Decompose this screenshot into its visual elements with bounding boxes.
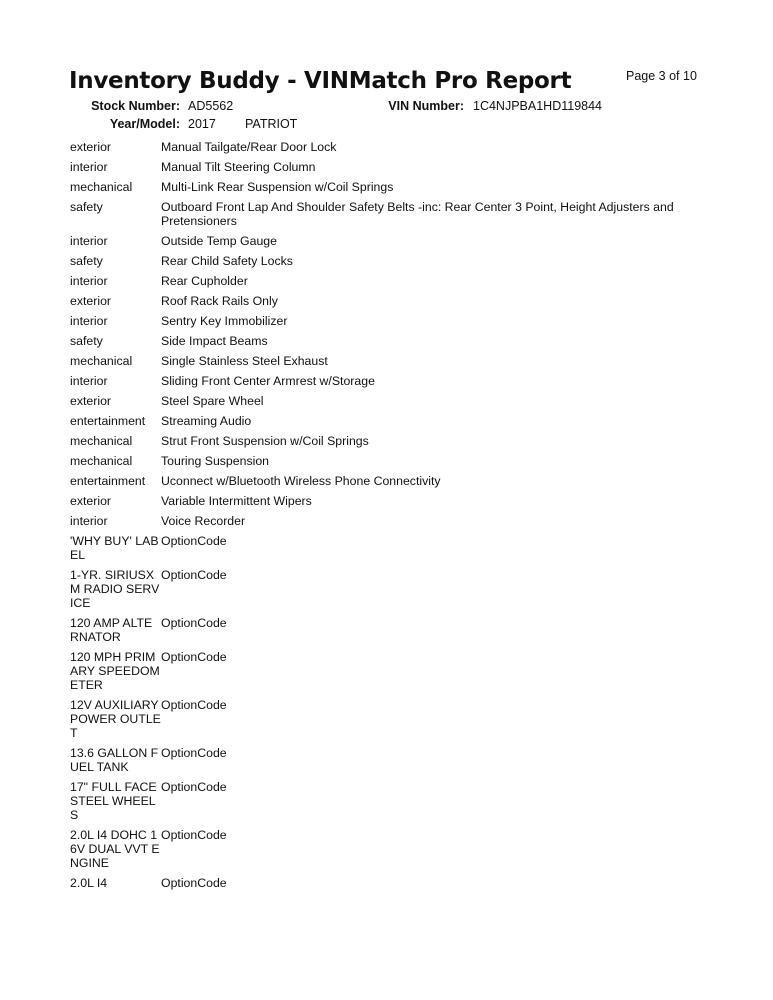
feature-row: [70, 534, 720, 562]
feature-category: safety: [70, 254, 103, 268]
feature-category: interior: [70, 234, 108, 248]
feature-category: mechanical: [70, 434, 133, 448]
feature-description: Outside Temp Gauge: [161, 234, 277, 248]
feature-description: Sentry Key Immobilizer: [161, 314, 288, 328]
feature-category: 2.0L I4 DOHC 16V DUAL VVT ENGINE: [70, 828, 160, 870]
feature-description: Manual Tilt Steering Column: [161, 160, 316, 174]
vin-number-value: 1C4NJPBA1HD119844: [473, 99, 603, 113]
feature-category: 13.6 GALLON FUEL TANK: [70, 746, 159, 774]
feature-row: [70, 374, 720, 388]
feature-description: OptionCode: [161, 746, 227, 760]
feature-row: [70, 650, 720, 692]
feature-description: Voice Recorder: [161, 514, 246, 528]
feature-row: [70, 200, 720, 228]
feature-category: safety: [70, 334, 103, 348]
feature-row: [70, 274, 720, 288]
year-model-label: Year/Model:: [109, 117, 180, 131]
feature-category: 120 MPH PRIMARY SPEEDOMETER: [70, 650, 160, 692]
feature-row: [70, 414, 720, 428]
feature-description: Multi-Link Rear Suspension w/Coil Springs: [161, 180, 394, 194]
feature-category: exterior: [70, 394, 112, 408]
year-value: 2017: [188, 117, 216, 131]
feature-row: [70, 474, 720, 488]
feature-row: [70, 746, 720, 774]
feature-category: exterior: [70, 140, 112, 154]
stock-number-label: Stock Number:: [91, 99, 180, 113]
feature-category: exterior: [70, 494, 112, 508]
feature-row: [70, 828, 720, 870]
feature-row: [70, 454, 720, 468]
feature-description: Manual Tailgate/Rear Door Lock: [161, 140, 337, 154]
feature-description: OptionCode: [161, 616, 227, 630]
feature-row: [70, 394, 720, 408]
feature-category: 12V AUXILIARY POWER OUTLET: [70, 698, 161, 740]
feature-description: Sliding Front Center Armrest w/Storage: [161, 374, 375, 388]
feature-category: 'WHY BUY' LABEL: [70, 534, 159, 562]
feature-category: mechanical: [70, 454, 133, 468]
vin-number-label: VIN Number:: [388, 99, 464, 113]
feature-description: OptionCode: [161, 780, 227, 794]
feature-row: [70, 514, 720, 528]
feature-description: Strut Front Suspension w/Coil Springs: [161, 434, 369, 448]
feature-row: [70, 494, 720, 508]
feature-category: interior: [70, 314, 108, 328]
feature-row: [70, 698, 720, 740]
report-title: Inventory Buddy - VINMatch Pro Report: [69, 68, 572, 94]
feature-row: [70, 234, 720, 248]
feature-description: Rear Cupholder: [161, 274, 248, 288]
feature-row: [70, 616, 720, 644]
feature-description: Touring Suspension: [161, 454, 270, 468]
feature-category: mechanical: [70, 354, 133, 368]
feature-row: [70, 780, 720, 822]
feature-category: interior: [70, 160, 108, 174]
feature-row: [70, 354, 720, 368]
feature-category: 17" FULL FACE STEEL WHEELS: [70, 780, 157, 822]
feature-description: Streaming Audio: [161, 414, 252, 428]
feature-category: 2.0L I4: [70, 876, 108, 890]
feature-row: [70, 160, 720, 174]
feature-category: interior: [70, 374, 108, 388]
feature-description: Roof Rack Rails Only: [161, 294, 278, 308]
feature-description: OptionCode: [161, 568, 227, 582]
feature-category: entertainment: [70, 414, 146, 428]
feature-category: 1-YR. SIRIUSXM RADIO SERVICE: [70, 568, 160, 610]
feature-category: entertainment: [70, 474, 146, 488]
feature-row: [70, 876, 720, 890]
feature-category: 120 AMP ALTERNATOR: [70, 616, 153, 644]
feature-row: [70, 334, 720, 348]
feature-category: exterior: [70, 294, 112, 308]
feature-description: Single Stainless Steel Exhaust: [161, 354, 328, 368]
feature-category: safety: [70, 200, 103, 214]
feature-list: [70, 140, 720, 896]
feature-description: OptionCode: [161, 698, 227, 712]
feature-row: [70, 294, 720, 308]
feature-description: Steel Spare Wheel: [161, 394, 264, 408]
page-number: Page 3 of 10: [626, 69, 697, 83]
model-value: PATRIOT: [245, 117, 298, 131]
feature-description: OptionCode: [161, 828, 227, 842]
feature-category: mechanical: [70, 180, 133, 194]
feature-row: [70, 314, 720, 328]
feature-row: [70, 140, 720, 154]
feature-row: [70, 254, 720, 268]
feature-row: [70, 180, 720, 194]
feature-description: Variable Intermittent Wipers: [161, 494, 312, 508]
feature-description: Outboard Front Lap And Shoulder Safety Belts -inc: Rear Center 3 Point, Height Adjusters and Pretensioners: [161, 200, 674, 228]
feature-row: [70, 568, 720, 610]
feature-category: interior: [70, 514, 108, 528]
feature-description: OptionCode: [161, 534, 227, 548]
feature-description: Side Impact Beams: [161, 334, 268, 348]
feature-description: OptionCode: [161, 650, 227, 664]
feature-row: [70, 434, 720, 448]
stock-number-value: AD5562: [188, 99, 234, 113]
feature-description: Rear Child Safety Locks: [161, 254, 293, 268]
feature-description: OptionCode: [161, 876, 227, 890]
feature-description: Uconnect w/Bluetooth Wireless Phone Connectivity: [161, 474, 441, 488]
feature-category: interior: [70, 274, 108, 288]
